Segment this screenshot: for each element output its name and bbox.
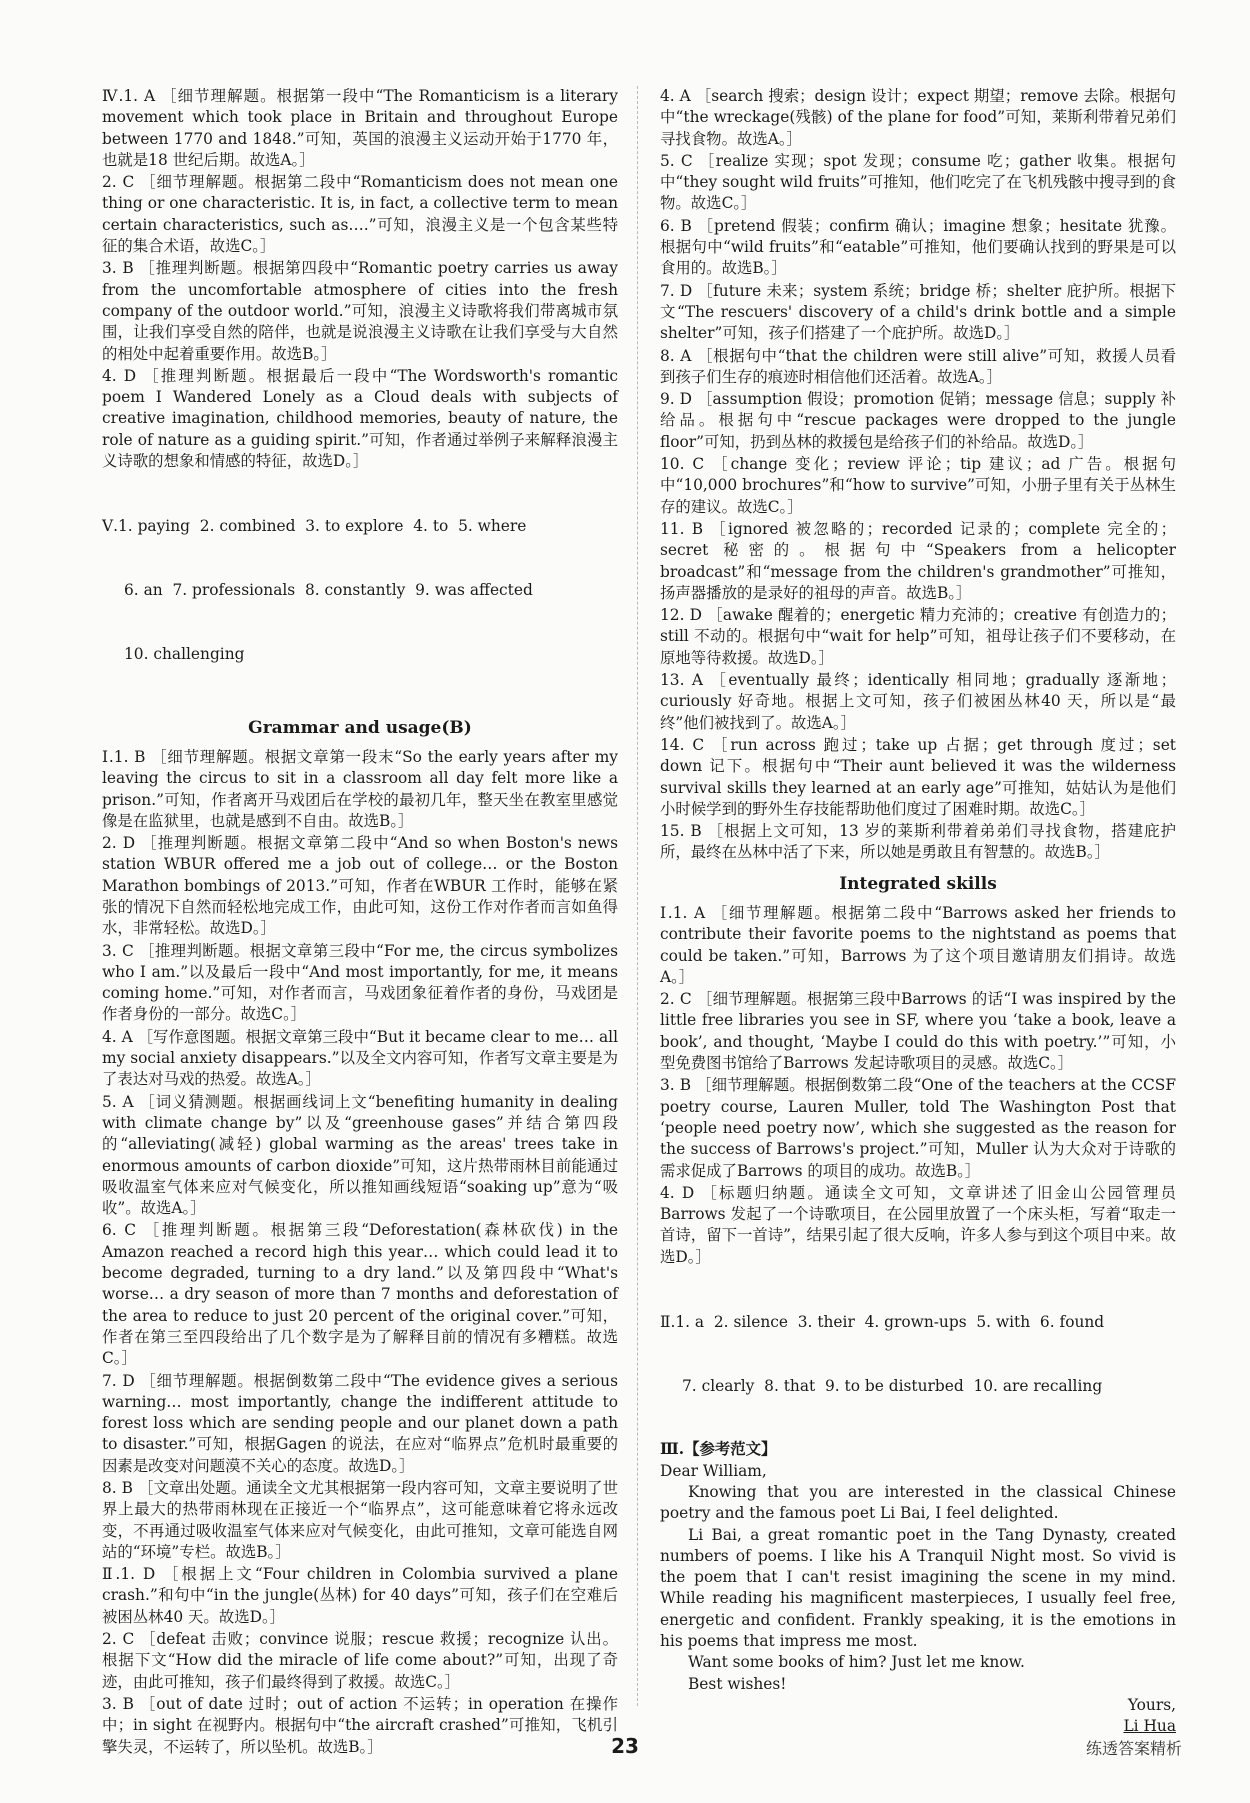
answer-item	[660, 346, 1176, 389]
essay-paragraph: Want some books of him? Just let me know.	[688, 1653, 1025, 1672]
essay-paragraph: Li Bai, a great romantic poet in the Tang Dynasty, created numbers of poems. I like his A Tranquil Night most. So vivid is the poem that I can't resist imagining the scene in my mind. While reading his magnificent masterpieces, I usually feel free, energetic and confident. Frankly speaking, it is the emotions in his poems that impress me most.	[660, 1525, 1176, 1651]
answer-text: 4. A ［写作意图题。根据文章第三段中“But it became clear to me… all my social anxiety disappears.”以及全文内容可知，作者写文章主要是为了表达对马戏的热爱。故选A。］	[102, 1027, 618, 1089]
answer-text: 10. C ［change 变化；review 评论；tip 建议；ad 广告。根据句中“10,000 brochures”和“how to survive”可知，小册子里有关于丛林生存的建议。故选C。］	[660, 455, 1176, 516]
answer-item	[660, 989, 1176, 1074]
word-list-line: 10. challenging	[124, 644, 245, 663]
answer-item	[660, 903, 1176, 988]
answer-item	[102, 258, 618, 364]
answer-text: 2. D ［推理判断题。根据文章第二段中“And so when Boston's news station WBUR offered me a job out of college… or the Boston Marathon bombings of 2013.”可知，作者在WBUR 工作时，能够在紧张的情况下自然而轻松地完成工作，由此可知，这份工作对作者而言如鱼得水，非常轻松。故选D。］	[102, 834, 618, 938]
grammar-section-i-answers	[102, 747, 618, 1563]
answer-item	[102, 1220, 618, 1369]
answer-text: Ⅱ.1. D ［根据上文“Four children in Colombia survived a plane crash.”和句中“in the jungle(丛林) for 40 days”可知，孩子们在空难后被困丛林40 天。故选D。］	[102, 1565, 618, 1626]
answer-text: 13. A ［eventually 最终；identically 相同地；gradually 逐渐地；curiously 好奇地。根据上文可知，孩子们被困丛林40 天，所以是“最终”他们被找到了。故选A。］	[660, 671, 1176, 732]
answer-item	[102, 747, 618, 832]
answer-text: Ⅳ.1. A ［细节理解题。根据第一段中“The Romanticism is a literary movement which took place in Britain and throughout Europe between 1770 and 1848.”可知，英国的浪漫主义运动开始于1770 年，也就是18 世纪后期。故选A。］	[102, 87, 618, 169]
model-essay-heading: Ⅲ.【参考范文】	[660, 1440, 777, 1459]
answer-item	[660, 519, 1176, 604]
answer-item	[102, 1371, 618, 1477]
answer-text: 15. B ［根据上文可知，13 岁的莱斯利带着弟弟们寻找食物，搭建庇护所，最终在丛林中活了下来，所以她是勇敢且有智慧的。故选B。］	[660, 822, 1176, 862]
left-column	[102, 86, 618, 1759]
grammar-section-ii-answers-continued	[660, 86, 1176, 864]
answer-text: 4. D ［推理判断题。根据最后一段中“The Wordsworth's romantic poem I Wandered Lonely as a Cloud deals with subjects of creative imagination, childhood memories, beauty of nature, the role of nature as a guiding spirit.”可知，作者通过举例子来解释浪漫主义诗歌的想象和情感的特征，故选D。］	[102, 366, 618, 471]
answer-item	[102, 1478, 618, 1563]
answer-item	[660, 670, 1176, 734]
answer-text: 5. C ［realize 实现；spot 发现；consume 吃；gather 收集。根据句中“they sought wild fruits”可推知，他们吃完了在飞机残骸中搜寻到的食物。故选C。］	[660, 151, 1176, 213]
answer-text: 9. D ［assumption 假设；promotion 促销；message 信息；supply 补给品。根据句中“rescue packages were dropped to the jungle floor”可知，扔到丛林的救援包是给孩子们的补给品。故选D。］	[660, 390, 1176, 451]
column-divider	[637, 86, 638, 1706]
answer-text: 5. A ［词义猜测题。根据画线词上文“benefiting humanity in dealing with climate change by”以及“greenhouse gases”并结合第四段的“alleviating(减轻) global warming as the areas' trees take in enormous amounts of carbon dioxide”可知，这片热带雨林目前能通过吸收温室气体来应对气候变化，所以推知画线短语“soaking up”意为“吸收”。故选A。］	[102, 1092, 618, 1218]
answer-text: 7. D ［细节理解题。根据倒数第二段中“The evidence gives a serious warning… most importantly, change the indifferent attitude to forest loss which are sending people and our planet down a path to disaster.”可知，根据Gagen 的说法，在应对“临界点”危机时最重要的因素是改变对问题漠不关心的态度。故选D。］	[102, 1371, 618, 1475]
word-list-line: Ⅴ.1. paying 2. combined 3. to explore 4. to 5. where	[102, 516, 527, 535]
skills-section-i-answers	[660, 903, 1176, 1268]
section-iv-answers	[102, 86, 618, 472]
answer-text: 2. C ［细节理解题。根据第二段中“Romanticism does not mean one thing or one characteristic. It is, in fact, a collective term to mean certain characteristics, such as….”可知，浪漫主义是一个包含某些特征的集合术语，故选C。］	[102, 173, 618, 256]
answer-text: 3. C ［推理判断题。根据文章第三段中“For me, the circus symbolizes who I am.”以及最后一段中“And most importantly, for me, it means coming home.”可知，对作者而言，马戏团象征着作者的身份，马戏团是作者身份的一部分。故选C。］	[102, 941, 618, 1024]
answer-text: 8. A ［根据句中“that the children were still alive”可知，救援人员看到孩子们生存的痕迹时相信他们还活着。故选A。］	[660, 346, 1176, 386]
answer-item	[102, 86, 618, 171]
answer-item	[102, 1092, 618, 1220]
answer-text: 3. B ［细节理解题。根据倒数第二段“One of the teachers at the CCSF poetry course, Lauren Muller, told The Washington Post that ‘people need poetry now’, which she suggested as the reason for the success of Barrows's project.”可知，Muller 认为大众对于诗歌的需求促成了Barrows 的项目的成功。故选B。］	[660, 1076, 1176, 1180]
answer-item	[660, 216, 1176, 280]
answer-item	[660, 389, 1176, 453]
answer-text: 2. C ［细节理解题。根据第三段中Barrows 的话“I was inspired by the little free libraries you see in SF, where you ‘take a book, leave a book’, and thought, ‘Maybe I could do this with poetry.’”可知，小型免费图书馆给了Barrows 发起诗歌项目的灵感。故选C。］	[660, 990, 1176, 1073]
grammar-section-ii-answers	[102, 1564, 618, 1758]
answer-item	[102, 941, 618, 1026]
answer-item	[660, 1075, 1176, 1181]
essay-paragraph: Knowing that you are interested in the classical Chinese poetry and the famous poet Li Bai, I feel delighted.	[660, 1483, 1176, 1523]
answer-text: 6. C ［推理判断题。根据第三段“Deforestation(森林砍伐) in the Amazon reached a record high this year… which could lead it to become degraded, turning to a dry land.”以及第四段中“What's worse… a dry season of more than 7 months and deforestation of the area to reduce to just 20 percent of the original cover.”可知，作者在第三至四段给出了几个数字是为了解释目前的情况有多糟糕。故选C。］	[102, 1221, 618, 1368]
section-title-integrated-skills: Integrated skills	[839, 873, 997, 894]
answer-text: Ⅰ.1. A ［细节理解题。根据第二段中“Barrows asked her friends to contribute their favorite poems to the nightstand as poems that could be taken.”可知，Barrows 为了这个项目邀请朋友们捐诗。故选A。］	[660, 903, 1176, 986]
answer-text: 14. C ［run across 跑过；take up 占据；get through 度过；set down 记下。根据句中“Their aunt believed it was the wilderness survival skills they learned at an early age”可推知，姑姑认为是他们小时候学到的野外生存技能帮助他们度过了困难时期。故选C。］	[660, 735, 1176, 818]
answer-text: Ⅰ.1. B ［细节理解题。根据文章第一段末“So the early years after my leaving the circus to sit in a classroom all day felt more like a prison.”可知，作者离开马戏团后在学校的最初几年，整天坐在教室里感觉像是在监狱里，也就是感到不自由。故选B。］	[102, 747, 618, 830]
answer-item	[660, 735, 1176, 820]
answer-item	[102, 1564, 618, 1628]
answer-text: 2. C ［defeat 击败；convince 说服；rescue 救援；recognize 认出。根据下文“How did the miracle of life come about?”可知，出现了奇迹，由此可推知，孩子们最终得到了救援。故选C。］	[102, 1630, 618, 1691]
answer-text: 3. B ［out of date 过时；out of action 不运转；in operation 在操作中；in sight 在视野内。根据句中“the aircraft crashed”可推知，飞机引擎失灵，不运转了，所以坠机。故选B。］	[102, 1694, 618, 1756]
essay-paragraph: Best wishes!	[688, 1674, 787, 1693]
answer-item	[102, 366, 618, 472]
page-number: 23	[611, 1734, 639, 1758]
word-list-line: Ⅱ.1. a 2. silence 3. their 4. grown-ups 5. with 6. found	[660, 1312, 1105, 1331]
answer-text: 4. A ［search 搜索；design 设计；expect 期望；remove 去除。根据句中“the wreckage(残骸) of the plane for food”可知，莱斯利带着兄弟们寻找食物。故选A。］	[660, 87, 1176, 148]
answer-text: 8. B ［文章出处题。通读全文尤其根据第一段内容可知，文章主要说明了世界上最大的热带雨林现在正接近一个“临界点”，这可能意味着它将永远改变，不再通过吸收温室气体来应对气候变化，由此可推知，文章可能选自网站的“环境”专栏。故选B。］	[102, 1479, 618, 1561]
answer-item	[660, 281, 1176, 345]
answer-item	[660, 821, 1176, 864]
answer-item	[102, 1027, 618, 1091]
answer-item	[660, 86, 1176, 150]
answer-item	[102, 1629, 618, 1693]
section-title-grammar: Grammar and usage(B)	[248, 717, 472, 738]
answer-text: 6. B ［pretend 假装；confirm 确认；imagine 想象；hesitate 犹豫。根据句中“wild fruits”和“eatable”可推知，他们要确认找到的野果是可以食用的。故选B。］	[660, 216, 1176, 278]
answer-item	[660, 151, 1176, 215]
word-list-line: 7. clearly 8. that 9. to be disturbed 10. are recalling	[682, 1376, 1103, 1395]
essay-signature: Li Hua	[1123, 1717, 1176, 1736]
book-label: 练透答案精析	[1085, 1739, 1182, 1758]
essay-salutation: Dear William,	[660, 1461, 767, 1480]
skills-section-ii-answers	[660, 1269, 1176, 1439]
answer-item	[102, 172, 618, 257]
answer-item	[102, 833, 618, 939]
answer-text: 4. D ［标题归纳题。通读全文可知，文章讲述了旧金山公园管理员Barrows 发起了一个诗歌项目，在公园里放置了一个床头柜，写着“取走一首诗，留下一首诗”，结果引起了很大反响，许多人参与到这个项目中来。故选D。］	[660, 1183, 1176, 1266]
answer-item	[660, 454, 1176, 518]
answer-text: 3. B ［推理判断题。根据第四段中“Romantic poetry carries us away from the uncomfortable atmosphere of cities into the fresh company of the outdoor world.”可知，浪漫主义诗歌将我们带离城市氛围，让我们享受自然的陪伴，也就是说浪漫主义诗歌在让我们享受与大自然的相处中起着重要作用。故选B。］	[102, 259, 618, 363]
answer-text: 7. D ［future 未来；system 系统；bridge 桥；shelter 庇护所。根据下文“The rescuers' discovery of a child's drink bottle and a simple shelter”可知，孩子们搭建了一个庇护所。故选D。］	[660, 281, 1176, 343]
answer-text: 11. B ［ignored 被忽略的；recorded 记录的；complete 完全的；secret 秘密的。根据句中“Speakers from a helicopter broadcast”和“message from the children's grandmother”可推知，扬声器播放的是录好的祖母的声音。故选B。］	[660, 519, 1176, 602]
word-list-line: 6. an 7. professionals 8. constantly 9. was affected	[124, 580, 533, 599]
answer-text: 12. D ［awake 醒着的；energetic 精力充沛的；creative 有创造力的；still 不动的。根据句中“wait for help”可知，祖母让孩子们不要移动，在原地等待救援。故选D。］	[660, 606, 1176, 667]
answer-item	[660, 1183, 1176, 1268]
section-v-answers	[102, 473, 618, 707]
essay-closing: Yours,	[1127, 1695, 1176, 1714]
answer-item	[660, 605, 1176, 669]
right-column	[660, 86, 1176, 1738]
model-essay	[660, 1461, 1176, 1738]
